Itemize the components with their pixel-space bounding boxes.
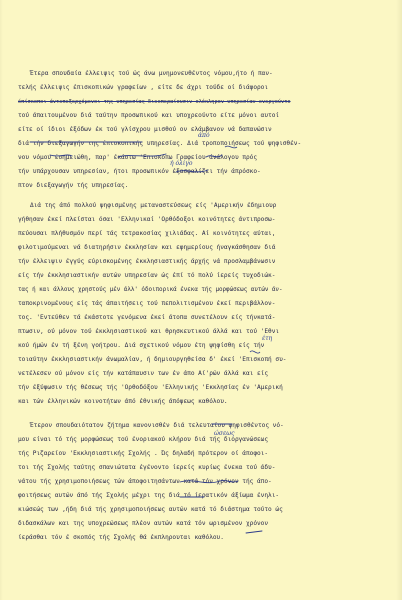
text-line: τής Ριζαρείου 'Εκκλησιαστικής Σχολής . Ώς δηλαδή πρότερον οί άποφοι- (18, 450, 269, 457)
handwritten-note: έτη (262, 335, 273, 342)
text-line: πτον διεξαγωγήν τής υπηρεσίας. (18, 182, 129, 189)
text-line: πτωσιν, ού μόνον τού έκκλησιαστικού και θρησκευτικού άλλά και τού 'Εθνι (18, 328, 280, 335)
text-line: τήν έλλειψιν έγγύς εύρισκομένης έκκλησιαστικής άρχής νά προσλαμβάνωσιν (18, 258, 276, 265)
text-line: κού ήμών έν τή ξένη γοήτρου. Διά σχετικού νόμου έτη ψηφίσθη είς τήν (18, 342, 265, 349)
text-line: Έτερον σπουδαιότατον ζήτημα κανονισθέν διά τελευταίου ψηφισθέντος νό- (30, 422, 284, 429)
text-line: νάτου τής χρησιμοποιήσεως τών άποφοιτησάντων κατά τόν χρόνον τής άπο- (18, 478, 272, 485)
text-line: πεύουσαι πλήθυσμόν περί τάς τετρακοσίας χιλιάδας. Αί κοινότητες αύται, (18, 230, 276, 237)
text-line: τοιαύτην έκκλησιαστικήν άνωμαλίαν, ή δημιουργηθείσα δ' έκεί 'Επισκοπή συ- (18, 356, 287, 363)
handwritten-note: ή όλίγο (170, 160, 193, 167)
handwritten-note: ώσεως (214, 430, 235, 437)
text-line: είς τήν έκκλησιαστικήν αυτών υπηρεσίαν ώς έπί τό πολύ ίερείς τυχοδιώκ- (18, 272, 276, 279)
text-line: τήν υπάρχουσαν υπηρεσίαν, ήτοι προσωπικόν έξασφαλίζει τήν άπρόσκο- (18, 168, 261, 175)
text-line: νου νόμου έσημειώθη, παρ' έκάστω 'Επισκόπω Γραφείου άνάλογου πρός (18, 154, 258, 161)
text-line: τος. 'Εντεύθεν τά έκάστοτε γενόμενα έκεί άτοπα συνετέλουν είς τήνκατά- (18, 314, 276, 321)
text-line: τήν έξύψωσιν τής θέσεως τής 'Ορθοδόξου 'Ελληνικής 'Εκκλησίας έν 'Αμερική (18, 384, 283, 391)
text-line: ίεράσθαι τόν έ σκοπός τής Σχολής θά έκπληρουται καθόλου. (18, 534, 224, 541)
text-line: τας ή και άλλους χρηστούς μέν άλλ' όδοιπορικά ένεκα τής μορφώσεως αυτών άν- (18, 287, 283, 293)
text-line: κιώσεώς των ,ήδη διά τής χρησιμοποιήσεως αυτών κατά τό διάστημα τούτο ώς (18, 506, 283, 513)
text-line: είτε οί ίδιοι έξόδων έκ τού γλίσχρου μισθού ον ελάμβανον νά δαπανώσιν (18, 126, 272, 133)
text-line: νετέλεσεν ού μόνον είς τήν κατάπαυσιν των έν άπο Αί'ρών άλλά και είς (18, 370, 269, 377)
handwritten-note: άπό (198, 132, 210, 139)
text-line: Έτερα σπουδαία έλλειψις τού ώς άνω μνημονευθέντος νόμου,ήτο ή παν- (30, 70, 273, 77)
text-line: φοιτήσεως αυτών άπό τής Σχολής μέχρι της διά τό ίερατικόν άξίωμα ένηλι- (18, 492, 280, 499)
text-line: ταποκρινομένους είς τάς άπαιτήσεις τού πεπολιτισμένου έκεί περιβάλλον- (18, 300, 276, 307)
text-line: διά τήν διεξαγωγήν της έπισκοπικής υπηρεσίας. Διά τροποποιήσεως τού ψηφισθέν- (18, 140, 302, 147)
text-line: τοι τής Σχολής ταύτης σπανιώτατα έγένοντο ίερείς κυρίως ένεκα τού άδυ- (18, 464, 276, 471)
text-line: μου είναι τό τής μορφώσεως τού ένοριακού κλήρου διά τής διοργανώσεως (18, 436, 269, 443)
text-line: Διά της άπό πολλού ψηφισμένης μεταναστεύσεως είς 'Αμερικήν έδημιουρ (30, 202, 277, 209)
text-line: και τών έλληνικών κοινοτήτων άπό έθνικής άπόψεως καθόλου. (18, 398, 228, 405)
text-line: γήθησαν έκεί πλείσται όσαι 'Ελληνικαί 'Ορθόδοξοι κοινότητες άντιπροσω- (18, 216, 276, 223)
text-line: τού άπαιτουμένου διά ταύτην προσωπικού και υποχρεούντο είτε μόνοι αυτοί (18, 112, 280, 119)
text-line: έπίσκοποι άντεπεξερχόμενοι της υπηρεσίας διεκπεραίουσιν ολόκληρον υπηρεσίαν ενεργούντο (18, 99, 291, 105)
text-line: τελής έλλειψις έπισκοπικών γραφείων , είτε δε άχρι τούδε οί διάφοροι (18, 84, 269, 91)
text-line: φιλοτιμούμεναι νά διατηρήσιν έκκλησίαν και εφημερίους ήναγκάσθησαν διά (18, 244, 276, 251)
text-line: διδασκάλων και της υποχρεώσεως πλέον αυτών κατά τόν ωρισμένον χρόνον (18, 520, 269, 527)
